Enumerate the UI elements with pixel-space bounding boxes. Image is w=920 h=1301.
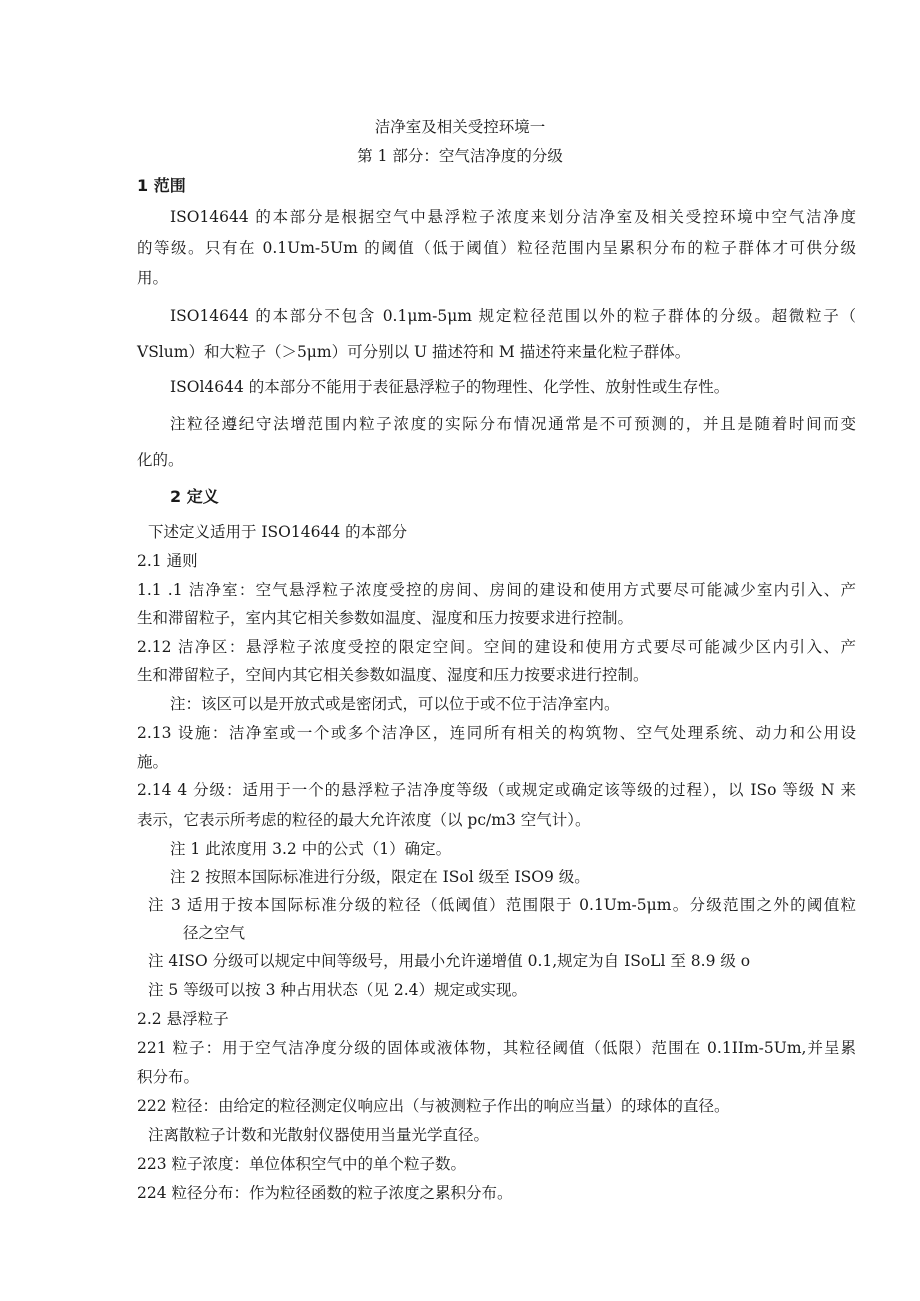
paragraph-line: 的等级。只有在 0.1Um-5Um 的阈值（低于阈值）粒径范围内呈累积分布的粒子群体才可供分级 <box>137 239 856 257</box>
paragraph-line: 用。 <box>137 269 169 287</box>
paragraph-line: ISO14644 的本部分是根据空气中悬浮粒子浓度来划分洁净室及相关受控环境中空气洁净度 <box>170 208 856 226</box>
note-line: 注 1 此浓度用 3.2 中的公式（1）确定。 <box>170 840 452 858</box>
paragraph-line: 下述定义适用于 ISO14644 的本部分 <box>148 523 408 541</box>
definition-line: 表示，它表示所考虑的粒径的最大允许浓度（以 pc∕m3 空气计）。 <box>137 811 591 829</box>
definition-line: 生和滞留粒子，空间内其它相关参数如温度、湿度和压力按要求进行控制。 <box>137 666 649 684</box>
definition-line: 积分布。 <box>137 1068 200 1086</box>
definition-line: 施。 <box>137 753 169 771</box>
paragraph-line: ISO14644 的本部分不包含 0.1μm-5μm 规定粒径范围以外的粒子群体的分级。超微粒子（ <box>170 307 856 325</box>
note-line: 注：该区可以是开放式或是密闭式，可以位于或不位于洁净室内。 <box>170 695 620 713</box>
definition-line: 222 粒径：由给定的粒径测定仪响应出（与被测粒子作出的响应当量）的球体的直径。 <box>137 1097 730 1115</box>
paragraph-line: ISOl4644 的本部分不能用于表征悬浮粒子的物理性、化学性、放射性或生存性。 <box>170 378 730 396</box>
subsection-heading: 2.1 通则 <box>137 552 198 570</box>
document-title: 洁净室及相关受控环境一 <box>374 118 546 136</box>
definition-line: 2.13 设施：洁净室或一个或多个洁净区，连同所有相关的构筑物、空气处理系统、动力和公用设 <box>137 724 856 742</box>
note-line: 注 2 按照本国际标准进行分级，限定在 ISol 级至 ISO9 级。 <box>170 868 590 886</box>
definition-line: 生和滞留粒子，室内其它相关参数如温度、湿度和压力按要求进行控制。 <box>137 609 634 627</box>
definition-line: 223 粒子浓度：单位体积空气中的单个粒子数。 <box>137 1155 467 1173</box>
paragraph-line: VSlum）和大粒子（＞5μm）可分别以 U 描述符和 M 描述符来量化粒子群体。 <box>137 343 691 361</box>
paragraph-line: 注粒径遵纪守法增范围内粒子浓度的实际分布情况通常是不可预测的，并且是随着时间而变 <box>170 415 856 433</box>
definition-line: 221 粒子：用于空气洁净度分级的固体或液体物，其粒径阈值（低限）范围在 0.1IIm-5Um,并呈累 <box>137 1039 856 1057</box>
document-subtitle: 第 1 部分：空气洁净度的分级 <box>357 147 563 165</box>
note-line: 径之空气 <box>183 924 246 942</box>
paragraph-line: 化的。 <box>137 451 184 469</box>
definition-line: 2.12 洁净区：悬浮粒子浓度受控的限定空间。空间的建设和使用方式要尽可能减少区内引入、产 <box>137 638 856 656</box>
note-line: 注 4ISO 分级可以规定中间等级号，用最小允许递增值 0.1,规定为自 ISoLl 至 8.9 级 o <box>148 952 751 970</box>
definition-line: 2.14 4 分级：适用于一个的悬浮粒子洁净度等级（或规定或确定该等级的过程），以 ISo 等级 N 来 <box>137 781 856 799</box>
definition-line: 224 粒径分布：作为粒径函数的粒子浓度之累积分布。 <box>137 1184 513 1202</box>
subsection-heading: 2.2 悬浮粒子 <box>137 1010 229 1028</box>
note-line: 注离散粒子计数和光散射仪器使用当量光学直径。 <box>148 1126 490 1144</box>
note-line: 注 3 适用于按本国际标准分级的粒径（低阈值）范围限于 0.1Um-5μm。分级范围之外的阈值粒 <box>148 896 856 914</box>
definition-line: 1.1 .1 洁净室：空气悬浮粒子浓度受控的房间、房间的建设和使用方式要尽可能减少室内引入、产 <box>137 581 856 599</box>
section-2-heading: 2 定义 <box>170 487 219 506</box>
note-line: 注 5 等级可以按 3 种占用状态（见 2.4）规定或实现。 <box>148 981 528 999</box>
section-1-heading: 1 范围 <box>137 176 186 195</box>
